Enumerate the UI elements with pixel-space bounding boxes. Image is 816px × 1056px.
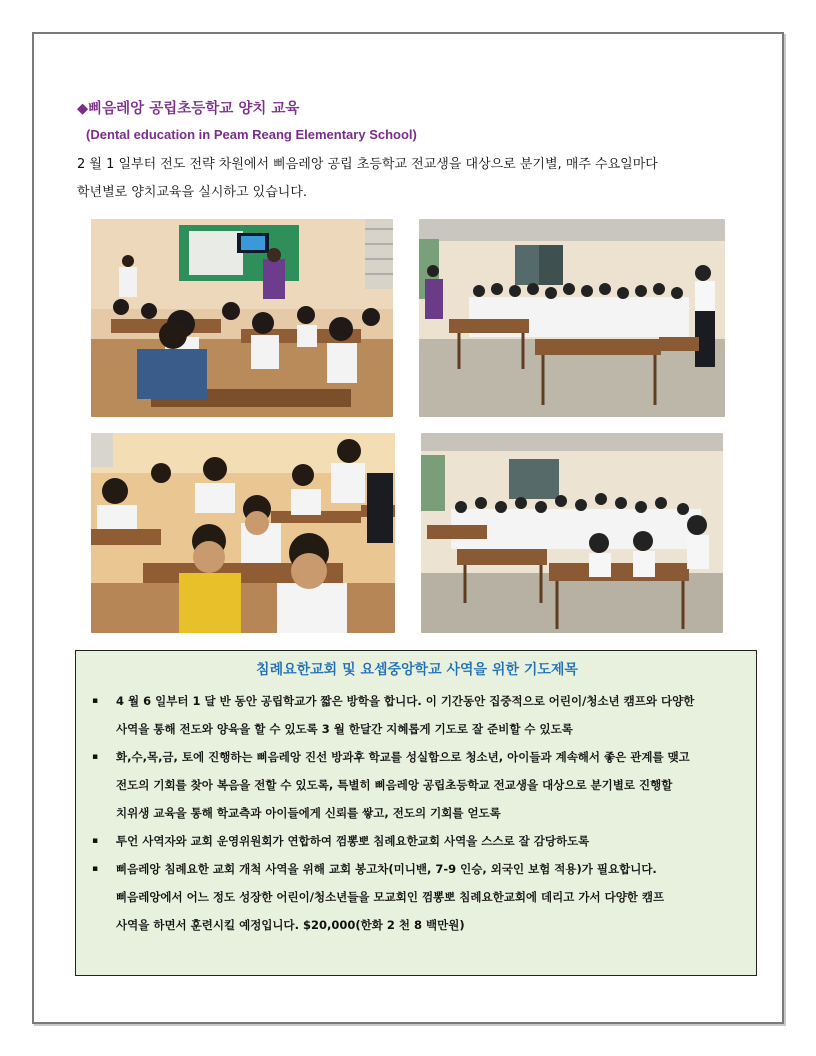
bullet-icon: ▪ xyxy=(92,752,99,762)
prayer-item xyxy=(88,855,748,939)
bullet-icon: ▪ xyxy=(92,696,99,706)
classroom-photo-1 xyxy=(91,219,393,417)
prayer-line: 전도의 기회를 찾아 복음을 전할 수 있도록, 특별히 삐음레앙 공립초등학교 전교생을 대상으로 분기별로 진행할 xyxy=(116,778,673,792)
section-subtitle: (Dental education in Peam Reang Elementary School) xyxy=(86,127,417,142)
bullet-icon: ▪ xyxy=(92,864,99,874)
prayer-item xyxy=(88,687,748,743)
prayer-line: 화,수,목,금, 토에 진행하는 삐음레앙 진선 방과후 학교를 성실함으로 청소년, 아이들과 계속해서 좋은 관계를 맺고 xyxy=(116,750,690,764)
prayer-line: 4 월 6 일부터 1 달 반 동안 공립학교가 짧은 방학을 합니다. 이 기간동안 집중적으로 어린이/청소년 캠프와 다양한 xyxy=(116,694,695,708)
prayer-line: 투언 사역자와 교회 운영위원회가 연합하여 껌뽕뽀 침례요한교회 사역을 스스로 잘 감당하도록 xyxy=(116,834,590,848)
classroom-photo-3 xyxy=(91,433,395,633)
intro-line: 학년별로 양치교육을 실시하고 있습니다. xyxy=(77,185,308,200)
prayer-item xyxy=(88,743,748,827)
prayer-list xyxy=(88,687,748,939)
intro-paragraph xyxy=(77,151,757,207)
prayer-line: 삐음레앙에서 어느 정도 성장한 어린이/청소년들을 모교회인 껌뽕뽀 침례요한교회에 데리고 가서 다양한 캠프 xyxy=(116,890,665,904)
section-title: ◆삐음레앙 공립초등학교 양치 교육 xyxy=(77,101,300,117)
prayer-line: 삐음레앙 침례요한 교회 개척 사역을 위해 교회 봉고차(미니밴, 7-9 인승, 외국인 보험 적용)가 필요합니다. xyxy=(116,862,657,876)
prayer-line: 사역을 통해 전도와 양육을 할 수 있도록 3 월 한달간 지혜롭게 기도로 잘 준비할 수 있도록 xyxy=(116,722,573,736)
classroom-photo-4 xyxy=(421,433,723,633)
prayer-line: 사역을 하면서 훈련시킬 예정입니다. $20,000(한화 2 천 8 백만원) xyxy=(116,918,465,932)
prayer-box xyxy=(75,650,757,976)
intro-line: 2 월 1 일부터 전도 전략 차원에서 삐음레앙 공립 초등학교 전교생을 대상으로 분기별, 매주 수요일마다 xyxy=(77,157,658,172)
bullet-icon: ▪ xyxy=(92,836,99,846)
prayer-line: 치위생 교육을 통해 학교측과 아이들에게 신뢰를 쌓고, 전도의 기회를 얻도록 xyxy=(116,806,501,820)
classroom-photo-2 xyxy=(419,219,725,417)
prayer-title: 침례요한교회 및 요셉중앙학교 사역을 위한 기도제목 xyxy=(256,662,578,678)
prayer-item xyxy=(88,827,748,855)
